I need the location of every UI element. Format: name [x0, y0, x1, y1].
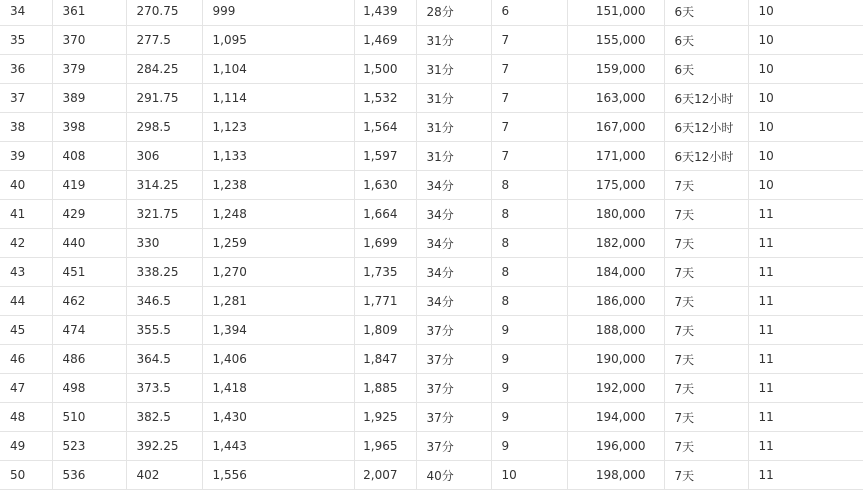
table-cell-col-1: 40 — [0, 171, 52, 200]
table-cell-col-8: 159,000 — [567, 55, 664, 84]
table-cell-col-1: 48 — [0, 403, 52, 432]
table-cell-col-6: 31分 — [416, 142, 491, 171]
table-cell-col-5: 1,469 — [354, 26, 416, 55]
table-cell-col-8: 186,000 — [567, 287, 664, 316]
table-cell-col-1: 41 — [0, 200, 52, 229]
table-cell-col-10: 10 — [748, 142, 863, 171]
table-cell-col-10: 11 — [748, 374, 863, 403]
table-cell-col-1: 38 — [0, 113, 52, 142]
table-cell-col-8: 151,000 — [567, 0, 664, 26]
table-cell-col-3: 364.5 — [126, 345, 202, 374]
table-cell-col-7: 7 — [491, 26, 567, 55]
table-cell-col-1: 35 — [0, 26, 52, 55]
table-cell-col-4: 1,394 — [202, 316, 354, 345]
table-cell-col-10: 11 — [748, 258, 863, 287]
table-cell-col-7: 9 — [491, 316, 567, 345]
table-cell-col-1: 45 — [0, 316, 52, 345]
table-cell-col-2: 379 — [52, 55, 126, 84]
table-cell-col-1: 43 — [0, 258, 52, 287]
table-cell-col-7: 9 — [491, 374, 567, 403]
table-cell-col-3: 277.5 — [126, 26, 202, 55]
table-cell-col-8: 175,000 — [567, 171, 664, 200]
table-cell-col-10: 11 — [748, 345, 863, 374]
table-cell-col-6: 34分 — [416, 229, 491, 258]
table-cell-col-6: 34分 — [416, 287, 491, 316]
table-cell-col-10: 11 — [748, 229, 863, 258]
table-cell-col-7: 7 — [491, 84, 567, 113]
table-cell-col-2: 440 — [52, 229, 126, 258]
table-cell-col-3: 373.5 — [126, 374, 202, 403]
table-cell-col-7: 6 — [491, 0, 567, 26]
table-cell-col-1: 50 — [0, 461, 52, 490]
table-cell-col-4: 1,104 — [202, 55, 354, 84]
table-cell-col-7: 8 — [491, 171, 567, 200]
table-cell-col-5: 1,885 — [354, 374, 416, 403]
table-cell-col-4: 1,443 — [202, 432, 354, 461]
table-cell-col-1: 37 — [0, 84, 52, 113]
table-cell-col-10: 11 — [748, 316, 863, 345]
table-cell-col-10: 11 — [748, 287, 863, 316]
table-cell-col-6: 37分 — [416, 432, 491, 461]
table-cell-col-5: 1,500 — [354, 55, 416, 84]
table-row — [0, 374, 863, 403]
table-cell-col-2: 361 — [52, 0, 126, 26]
table-cell-col-5: 1,847 — [354, 345, 416, 374]
table-cell-col-5: 1,965 — [354, 432, 416, 461]
table-cell-col-3: 306 — [126, 142, 202, 171]
table-cell-col-9: 7天 — [664, 374, 748, 403]
table-row — [0, 26, 863, 55]
table-row — [0, 345, 863, 374]
table-cell-col-3: 298.5 — [126, 113, 202, 142]
table-cell-col-5: 1,771 — [354, 287, 416, 316]
table-cell-col-1: 34 — [0, 0, 52, 26]
table-cell-col-9: 7天 — [664, 345, 748, 374]
table-row — [0, 229, 863, 258]
table-cell-col-3: 392.25 — [126, 432, 202, 461]
table-cell-col-2: 389 — [52, 84, 126, 113]
table-cell-col-1: 36 — [0, 55, 52, 84]
table-cell-col-6: 40分 — [416, 461, 491, 490]
table-cell-col-2: 451 — [52, 258, 126, 287]
table-cell-col-10: 11 — [748, 403, 863, 432]
table-cell-col-4: 1,270 — [202, 258, 354, 287]
table-row — [0, 142, 863, 171]
table-cell-col-5: 1,925 — [354, 403, 416, 432]
table-cell-col-2: 370 — [52, 26, 126, 55]
table-cell-col-8: 180,000 — [567, 200, 664, 229]
table-cell-col-6: 31分 — [416, 26, 491, 55]
table-cell-col-9: 7天 — [664, 316, 748, 345]
table-row — [0, 403, 863, 432]
table-cell-col-5: 1,439 — [354, 0, 416, 26]
table-cell-col-9: 7天 — [664, 432, 748, 461]
table-cell-col-8: 192,000 — [567, 374, 664, 403]
table-cell-col-6: 34分 — [416, 258, 491, 287]
table-cell-col-6: 31分 — [416, 113, 491, 142]
table-cell-col-10: 10 — [748, 0, 863, 26]
table-row — [0, 287, 863, 316]
table-cell-col-1: 39 — [0, 142, 52, 171]
table-cell-col-6: 28分 — [416, 0, 491, 26]
table-cell-col-10: 10 — [748, 84, 863, 113]
table-cell-col-4: 1,259 — [202, 229, 354, 258]
table-cell-col-6: 31分 — [416, 55, 491, 84]
table-cell-col-8: 196,000 — [567, 432, 664, 461]
table-cell-col-5: 1,664 — [354, 200, 416, 229]
table-cell-col-7: 8 — [491, 200, 567, 229]
table-row — [0, 84, 863, 113]
table-cell-col-9: 6天 — [664, 0, 748, 26]
table-cell-col-4: 1,123 — [202, 113, 354, 142]
table-cell-col-2: 536 — [52, 461, 126, 490]
table-cell-col-9: 6天12小时 — [664, 84, 748, 113]
table-cell-col-4: 1,248 — [202, 200, 354, 229]
table-cell-col-3: 330 — [126, 229, 202, 258]
table-cell-col-9: 7天 — [664, 461, 748, 490]
table-cell-col-5: 2,007 — [354, 461, 416, 490]
table-cell-col-1: 46 — [0, 345, 52, 374]
table-cell-col-3: 321.75 — [126, 200, 202, 229]
table-cell-col-3: 291.75 — [126, 84, 202, 113]
table-row — [0, 113, 863, 142]
table-cell-col-6: 37分 — [416, 403, 491, 432]
table-cell-col-7: 9 — [491, 403, 567, 432]
table-cell-col-3: 355.5 — [126, 316, 202, 345]
table-cell-col-9: 7天 — [664, 200, 748, 229]
table-cell-col-3: 402 — [126, 461, 202, 490]
table-cell-col-1: 42 — [0, 229, 52, 258]
table-cell-col-8: 155,000 — [567, 26, 664, 55]
table-cell-col-10: 10 — [748, 171, 863, 200]
table-cell-col-2: 408 — [52, 142, 126, 171]
table-cell-col-4: 1,114 — [202, 84, 354, 113]
table-cell-col-9: 7天 — [664, 403, 748, 432]
table-cell-col-6: 37分 — [416, 316, 491, 345]
table-cell-col-9: 7天 — [664, 287, 748, 316]
table-cell-col-4: 999 — [202, 0, 354, 26]
table-row — [0, 55, 863, 84]
table-cell-col-2: 510 — [52, 403, 126, 432]
table-cell-col-10: 10 — [748, 26, 863, 55]
table-cell-col-2: 419 — [52, 171, 126, 200]
table-cell-col-4: 1,095 — [202, 26, 354, 55]
table-cell-col-3: 346.5 — [126, 287, 202, 316]
table-cell-col-9: 7天 — [664, 171, 748, 200]
table-cell-col-4: 1,556 — [202, 461, 354, 490]
table-cell-col-6: 31分 — [416, 84, 491, 113]
table-cell-col-7: 8 — [491, 258, 567, 287]
table-cell-col-7: 7 — [491, 113, 567, 142]
table-cell-col-2: 486 — [52, 345, 126, 374]
table-cell-col-3: 382.5 — [126, 403, 202, 432]
table-cell-col-8: 194,000 — [567, 403, 664, 432]
table-cell-col-6: 34分 — [416, 200, 491, 229]
table-cell-col-5: 1,699 — [354, 229, 416, 258]
table-cell-col-9: 7天 — [664, 229, 748, 258]
table-row — [0, 258, 863, 287]
table-cell-col-7: 9 — [491, 345, 567, 374]
table-cell-col-1: 44 — [0, 287, 52, 316]
table-cell-col-4: 1,133 — [202, 142, 354, 171]
table-cell-col-1: 47 — [0, 374, 52, 403]
table-cell-col-8: 190,000 — [567, 345, 664, 374]
table-cell-col-3: 270.75 — [126, 0, 202, 26]
table-cell-col-2: 429 — [52, 200, 126, 229]
table-cell-col-7: 7 — [491, 55, 567, 84]
table-row — [0, 0, 863, 26]
table-cell-col-5: 1,564 — [354, 113, 416, 142]
table-cell-col-6: 37分 — [416, 374, 491, 403]
table-cell-col-6: 34分 — [416, 171, 491, 200]
table-row — [0, 171, 863, 200]
table-cell-col-1: 49 — [0, 432, 52, 461]
table-cell-col-6: 37分 — [416, 345, 491, 374]
table-cell-col-5: 1,597 — [354, 142, 416, 171]
table-cell-col-2: 398 — [52, 113, 126, 142]
table-row — [0, 432, 863, 461]
table-cell-col-7: 8 — [491, 287, 567, 316]
table-cell-col-3: 314.25 — [126, 171, 202, 200]
table-cell-col-10: 11 — [748, 200, 863, 229]
table-cell-col-9: 7天 — [664, 258, 748, 287]
table-row — [0, 200, 863, 229]
table-row — [0, 461, 863, 490]
table-cell-col-5: 1,532 — [354, 84, 416, 113]
table-cell-col-5: 1,630 — [354, 171, 416, 200]
table-cell-col-3: 284.25 — [126, 55, 202, 84]
table-cell-col-4: 1,418 — [202, 374, 354, 403]
table-cell-col-9: 6天12小时 — [664, 142, 748, 171]
table-cell-col-10: 11 — [748, 432, 863, 461]
table-cell-col-9: 6天 — [664, 55, 748, 84]
table-cell-col-7: 8 — [491, 229, 567, 258]
table-cell-col-10: 10 — [748, 55, 863, 84]
table-cell-col-2: 462 — [52, 287, 126, 316]
table-cell-col-8: 198,000 — [567, 461, 664, 490]
table-cell-col-10: 11 — [748, 461, 863, 490]
table-cell-col-5: 1,735 — [354, 258, 416, 287]
table-cell-col-8: 188,000 — [567, 316, 664, 345]
table-cell-col-9: 6天 — [664, 26, 748, 55]
table-cell-col-4: 1,238 — [202, 171, 354, 200]
table-cell-col-8: 182,000 — [567, 229, 664, 258]
table-cell-col-7: 9 — [491, 432, 567, 461]
table-cell-col-7: 10 — [491, 461, 567, 490]
table-cell-col-8: 167,000 — [567, 113, 664, 142]
table-cell-col-3: 338.25 — [126, 258, 202, 287]
table-cell-col-4: 1,281 — [202, 287, 354, 316]
table-row — [0, 316, 863, 345]
table-cell-col-5: 1,809 — [354, 316, 416, 345]
table-cell-col-10: 10 — [748, 113, 863, 142]
table-cell-col-8: 163,000 — [567, 84, 664, 113]
table-cell-col-8: 171,000 — [567, 142, 664, 171]
table-cell-col-9: 6天12小时 — [664, 113, 748, 142]
table-cell-col-2: 523 — [52, 432, 126, 461]
table-cell-col-7: 7 — [491, 142, 567, 171]
table-cell-col-4: 1,406 — [202, 345, 354, 374]
table-cell-col-2: 498 — [52, 374, 126, 403]
table-cell-col-4: 1,430 — [202, 403, 354, 432]
table-cell-col-2: 474 — [52, 316, 126, 345]
table-cell-col-8: 184,000 — [567, 258, 664, 287]
